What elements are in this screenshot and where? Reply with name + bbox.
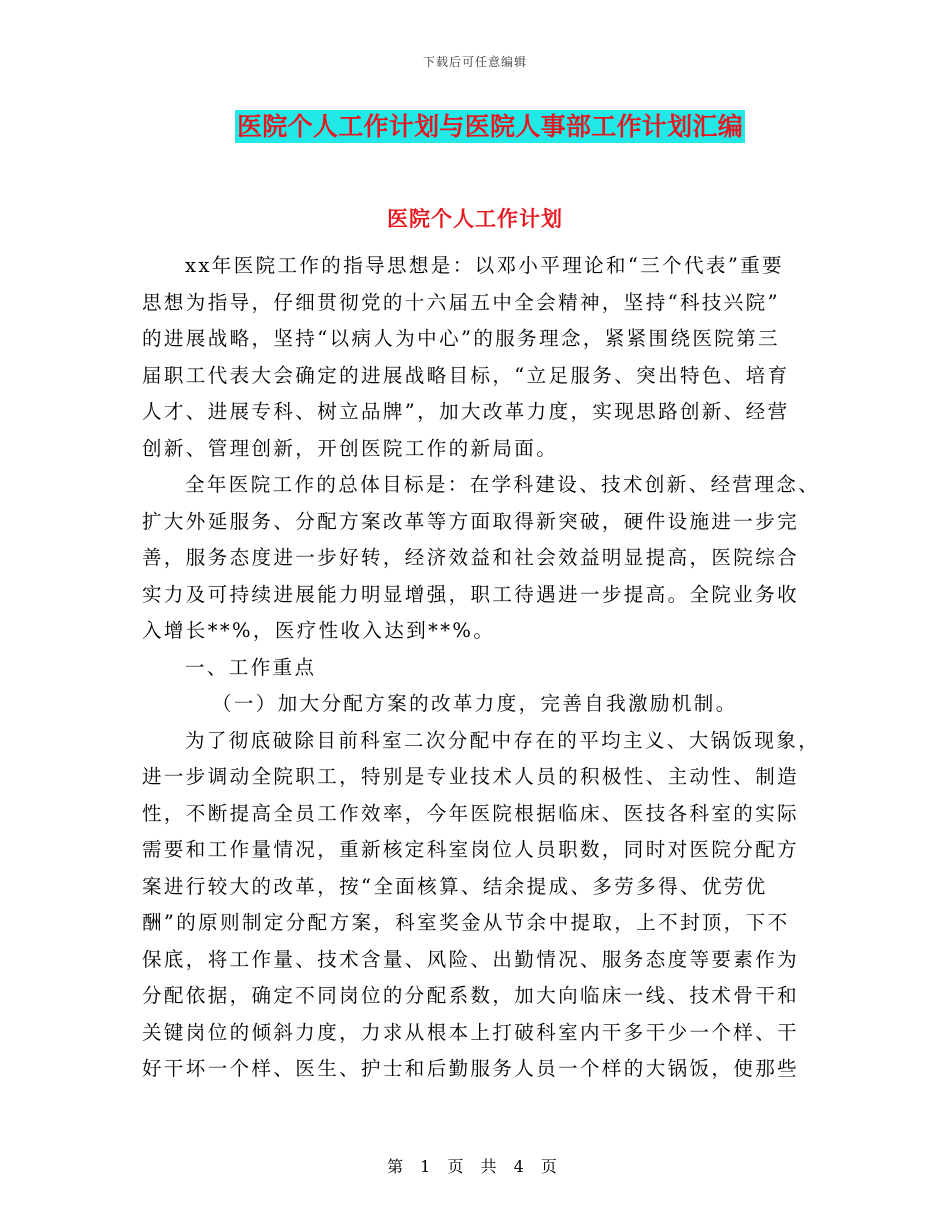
paragraph-line: 扩大外延服务、分配方案改革等方面取得新突破，硬件设施进一步完 [142,509,800,533]
paragraph-line: 人才、进展专科、树立品牌”，加大改革力度，实现思路创新、经营 [142,400,790,423]
paragraph-line: 性，不断提高全员工作效率，今年医院根据临床、医技各科室的实际 [142,801,800,825]
paragraph-line: 需要和工作量情况，重新核定科室岗位人员职数，同时对医院分配方 [142,838,800,861]
paragraph-line: 关键岗位的倾斜力度，力求从根本上打破科室内干多干少一个样、干 [142,1020,800,1044]
header-note: 下载后可任意编辑 [422,55,527,69]
subheading-distribution-reform: （一）加大分配方案的改革力度，完善自我激励机制。 [212,692,738,715]
paragraph-line: 入增长**%，医疗性收入达到**%。 [142,619,496,642]
heading-work-focus: 一、工作重点 [185,655,317,679]
paragraph-line: 案进行较大的改革，按“全面核算、结余提成、多劳多得、优劳优 [142,874,768,898]
paragraph-line: 进一步调动全院职工，特别是专业技术人员的积极性、主动性、制造 [142,765,800,788]
paragraph-line: 的进展战略，坚持“以病人为中心”的服务理念，紧紧围绕医院第三 [142,327,780,350]
paragraph-line: 好干坏一个样、医生、护士和后勤服务人员一个样的大锅饭，使那些 [142,1057,800,1080]
paragraph-line: 全年医院工作的总体目标是：在学科建设、技术创新、经营理念、 [185,473,821,496]
paragraph-line: 届职工代表大会确定的进展战略目标，“立足服务、突出特色、培育 [142,363,790,387]
body-text [142,248,822,1088]
paragraph-line: 为了彻底破除目前科室二次分配中存在的平均主义、大锅饭现象， [185,728,821,752]
section-title: 医院个人工作计划 [387,207,563,231]
paragraph-line: 分配依据，确定不同岗位的分配系数，加大向临床一线、技术骨干和 [142,984,800,1007]
paragraph-line: 思想为指导，仔细贯彻党的十六届五中全会精神，坚持“科技兴院” [142,290,780,314]
paragraph-line: xx年医院工作的指导思想是：以邓小平理论和“三个代表”重要 [185,254,785,277]
page-footer: 第 1 页 共 4 页 [387,1157,563,1176]
document-title: 医院个人工作计划与医院人事部工作计划汇编 [237,112,744,141]
paragraph-line: 善，服务态度进一步好转，经济效益和社会效益明显提高，医院综合 [142,546,800,569]
paragraph-line: 保底，将工作量、技术含量、风险、出勤情况、服务态度等要素作为 [142,947,800,971]
paragraph-line: 酬”的原则制定分配方案，科室奖金从节余中提取，上不封顶，下不 [142,911,790,934]
paragraph-line: 实力及可持续进展能力明显增强，职工待遇进一步提高。全院业务收 [142,582,800,606]
paragraph-line: 创新、管理创新，开创医院工作的新局面。 [142,436,559,460]
